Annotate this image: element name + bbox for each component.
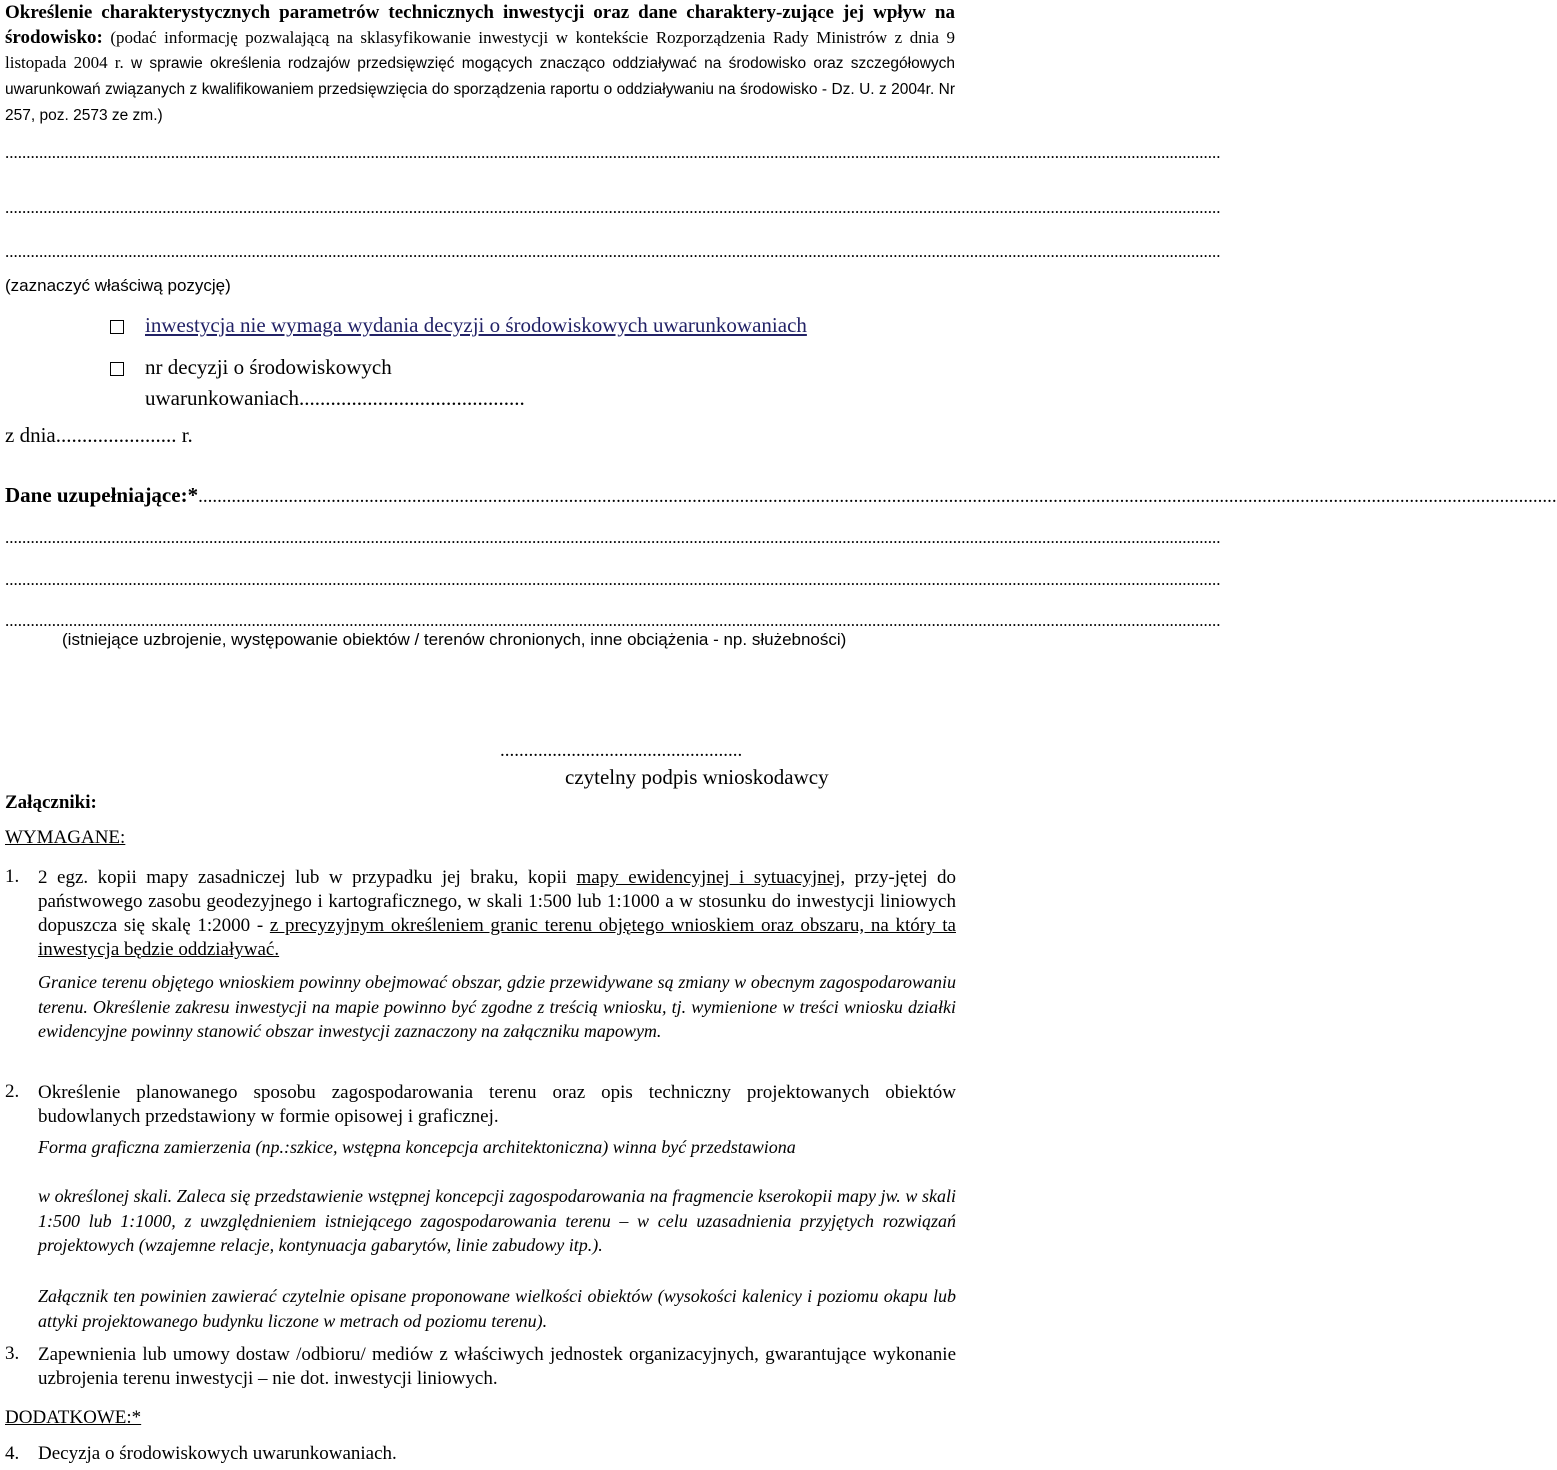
intro-paren-start: (podać informację pozwalającą na sklasyfikowanie inwestycji w kontekście Rozporządzenia Rady Ministrów z dnia 9 listopada 2004 r. <box>5 28 956 72</box>
intro-paragraph <box>5 0 955 128</box>
answer-dots-line[interactable]: .............................................................................................................................................................................................................................................................................................. <box>5 242 1221 261</box>
item-1-text-b: , przy-jętej do państwowego zasobu geodezyjnego i kartograficznego, w skali 1:500 lub 1:1000 a w stosunku do inwestycji liniowych dopuszcza się skalę 1:2000 - <box>38 867 957 936</box>
item-1-map-type: mapy ewidencyjnej i sytuacyjnej <box>576 867 841 888</box>
answer-dots-line[interactable]: .............................................................................................................................................................................................................................................................................................. <box>5 611 1221 630</box>
answer-dots-line[interactable]: .............................................................................................................................................................................................................................................................................................. <box>5 198 1221 217</box>
item-1-guidance: Granice terenu objętego wnioskiem powinny obejmować obszar, gdzie przewidywane są zmiany w obecnym zagospodarowaniu terenu. Określenie zakresu inwestycji na mapie powinno być zgodne z treścią wniosku, tj. wymienione w treści wniosku działki ewidencyjne powinny stanowić obszar inwestycji zaznaczony na załączniku mapowym. <box>38 972 956 1041</box>
decision-date-field[interactable]: z dnia....................... r. <box>5 423 193 447</box>
required-heading: WYMAGANE: <box>5 827 126 848</box>
optional-heading: DODATKOWE:* <box>5 1407 142 1428</box>
item-2-guidance-2: w określonej skali. Zaleca się przedstawienie wstępnej koncepcji zagospodarowania na fragmencie kserokopii mapy jw. w skali 1:500 lub 1:1000, z uwzględnieniem istniejącego zagospodarowania terenu – w celu uzasadnienia przyjętych rozwiązań projektowych (wzajemne relacje, kontynuacja gabarytów, linie zabudowy itp.). <box>38 1186 956 1255</box>
attachment-item-3: Zapewnienia lub umowy dostaw /odbioru/ mediów z właściwych jednostek organizacyjnych, gwarantujące wykonanie uzbrojenia terenu inwestycji – nie dot. inwestycji liniowych. <box>38 1344 956 1389</box>
signature-label: czytelny podpis wnioskodawcy <box>565 765 829 789</box>
answer-dots-line[interactable]: .............................................................................................................................................................................................................................................................................................. <box>5 143 1221 162</box>
item-2-guidance-3: Załącznik ten powinien zawierać czytelnie opisane proponowane wielkości obiektów (wysokości kalenicy i poziomu okapu lub attyki projektowanego budynku liczone w metrach od poziomu terenu). <box>38 1286 956 1331</box>
option-no-decision-label: inwestycja nie wymaga wydania decyzji o środowiskowych uwarunkowaniach <box>145 313 807 337</box>
attachment-item-1 <box>38 866 956 962</box>
attachments-heading: Załączniki: <box>5 792 97 813</box>
item-number: 2. <box>5 1081 20 1102</box>
intro-bold-lead: Określenie charakterystycznych parametrów technicznych inwestycji oraz dane charaktery-zujące jej wpływ na środowisko: <box>5 2 955 48</box>
item-2-guidance-1: Forma graficzna zamierzenia (np.:szkice, wstępna koncepcja architektoniczna) winna być przedstawiona <box>38 1137 796 1157</box>
intro-regulation-text: w sprawie określenia rodzajów przedsięwzięć mogących znacząco oddziaływać na środowisko oraz szczegółowych uwarunkowań związanych z kwalifikowaniem przedsięwzięcia do sporządzenia raportu o oddziaływaniu na środowisko - Dz. U. z 2004r. Nr 257, poz. 2573 ze zm.) <box>5 55 956 124</box>
item-number: 4. <box>5 1443 20 1464</box>
item-number: 3. <box>5 1343 20 1364</box>
select-hint: (zaznaczyć właściwą pozycję) <box>5 276 231 295</box>
option-decision-number-label: nr decyzji o środowiskowych <box>145 355 392 379</box>
item-1-text-a: 2 egz. kopii mapy zasadniczej lub w przypadku jej braku, kopii <box>38 867 567 888</box>
answer-dots-line[interactable]: .............................................................................................................................................................................................................................................................................................. <box>5 528 1221 547</box>
attachment-item-2: Określenie planowanego sposobu zagospodarowania terenu oraz opis techniczny projektowanych obiektów budowlanych przedstawiony w formie opisowej i graficznej. <box>38 1082 956 1127</box>
answer-dots-line[interactable]: .............................................................................................................................................................................................................................................................................................. <box>5 570 1221 589</box>
decision-number-field[interactable]: uwarunkowaniach........................................... <box>145 386 525 410</box>
item-number: 1. <box>5 866 20 887</box>
checkbox-no-decision[interactable] <box>110 320 124 334</box>
checkbox-decision-number[interactable] <box>110 362 124 376</box>
signature-dots[interactable]: ................................................... <box>500 740 743 761</box>
supplementary-data-row <box>5 483 1557 508</box>
supplementary-data-note: (istniejące uzbrojenie, występowanie obiektów / terenów chronionych, inne obciążenia - np. służebności) <box>62 630 847 649</box>
supplementary-data-label: Dane uzupełniające:* <box>5 483 199 507</box>
supplementary-data-dots[interactable]: .............................................................................................................................................................................................................................................................................................. <box>198 486 1557 507</box>
attachment-item-4: Decyzja o środowiskowych uwarunkowaniach. <box>38 1443 397 1464</box>
item-1-boundary-note: z precyzyjnym określeniem granic terenu objętego wnioskiem oraz obszaru, na który ta inwestycja będzie oddziaływać. <box>38 915 956 960</box>
